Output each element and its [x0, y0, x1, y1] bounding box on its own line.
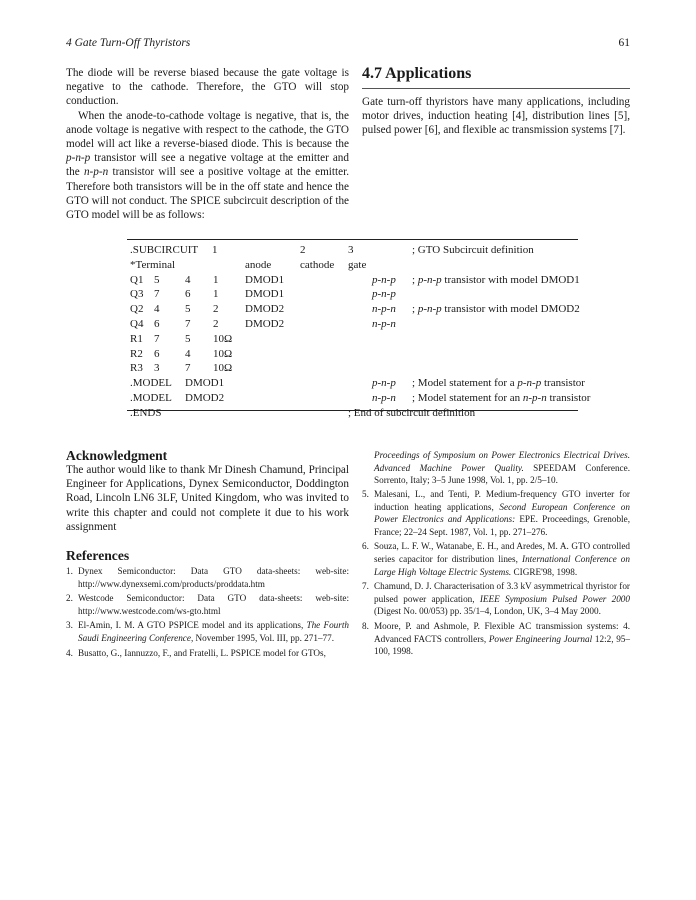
spice-listing: [130, 244, 591, 422]
code-cell: 6: [154, 347, 160, 360]
code-cell: n-p-n: [372, 303, 396, 316]
code-cell: p-n-p: [372, 377, 396, 390]
code-row: [130, 362, 580, 377]
reference-number: 8.: [362, 620, 369, 631]
code-row: [130, 274, 580, 289]
code-cell: 10Ω: [213, 362, 233, 375]
text-run: transistor: [541, 377, 585, 390]
code-row: [130, 348, 580, 363]
reference-item: [66, 619, 349, 644]
reference-item: [66, 592, 349, 617]
reference-text: [374, 581, 630, 616]
code-comment: [412, 274, 580, 286]
code-cell: 7: [185, 362, 191, 375]
text-run: Westcode Semiconductor: Data GTO data-sheets: web-site: http://www.westcode.com/ws-gto.html: [78, 593, 349, 616]
text-run-italic: p-n-p: [517, 377, 542, 390]
reference-item: [362, 488, 630, 538]
code-cell: anode: [245, 258, 272, 271]
code-cell: 3: [348, 244, 354, 256]
section-rule: [362, 88, 630, 89]
text-run: CIGRE'98, 1998.: [511, 566, 578, 577]
running-head: 4 Gate Turn-Off Thyristors: [66, 37, 191, 49]
reference-number: 1.: [66, 566, 73, 576]
reference-number: 5.: [362, 489, 369, 499]
code-cell: 4: [185, 347, 191, 360]
text-run-italic: The Fourth Saudi Engineering Conference,: [78, 620, 349, 643]
text-run-italic: n-p-n: [83, 166, 109, 179]
code-cell: 7: [154, 332, 160, 345]
code-cell: .MODEL: [130, 377, 172, 390]
paragraph: The diode will be reverse biased because the gate voltage is negative to the cathode. Therefore, the GTO will stop conduction.: [66, 67, 349, 108]
code-bottom-rule: [127, 410, 578, 411]
code-cell: 2: [213, 303, 219, 316]
code-cell: 3: [154, 362, 160, 375]
code-cell: Q1: [130, 273, 144, 286]
code-cell: 6: [185, 288, 191, 301]
code-comment: [412, 392, 590, 404]
code-cell: 5: [185, 303, 191, 316]
code-cell: 1: [213, 288, 219, 301]
text-run: Souza, L. F. W., Watanabe, E. H., and Aredes, M. A. GTO controlled series capacitor for distribution lines,: [374, 541, 630, 564]
code-cell: 1: [212, 244, 218, 256]
code-row: [130, 259, 580, 274]
section-heading: 4.7 Applications: [362, 65, 472, 82]
text-run: transistor with model DMOD2: [441, 303, 580, 316]
code-cell: R3: [130, 362, 143, 375]
reference-item: [66, 647, 349, 660]
code-row: [130, 377, 585, 392]
code-row: [130, 244, 580, 259]
text-run: SPEEDAM Conference. Sorrento, Italy; 3–5 June 1998, Vol. 1, pp. 2/5–10.: [374, 462, 630, 486]
code-cell: DMOD1: [245, 288, 285, 301]
code-cell: ; End of subcircuit definition: [348, 406, 476, 419]
reference-text: [374, 541, 630, 576]
text-run-italic: Proceedings of Symposium on Power Electronics Electrical Drives. Advanced Machine Power Quality.: [374, 450, 630, 473]
code-cell: DMOD1: [185, 377, 225, 390]
reference-text: [78, 566, 349, 589]
code-cell: gate: [348, 258, 367, 271]
code-cell: p-n-p: [372, 273, 396, 286]
page-number: 61: [618, 37, 630, 49]
text-run: 12:2, 95–100, 1998.: [374, 633, 630, 657]
code-cell: n-p-n: [372, 317, 396, 330]
reference-number: 6.: [362, 541, 369, 552]
code-cell: n-p-n: [372, 391, 396, 404]
code-cell: 1: [213, 273, 219, 286]
text-run: Malesani, L., and Tenti, P. Medium-frequency GTO inverter for induction heating applications,: [374, 489, 630, 512]
reference-number: 7.: [362, 581, 369, 592]
code-cell: R1: [130, 332, 143, 345]
code-cell: .MODEL: [130, 391, 172, 404]
code-cell: cathode: [300, 258, 335, 271]
code-cell: 2: [213, 317, 219, 330]
reference-text: [78, 593, 349, 616]
code-cell: 10Ω: [213, 332, 233, 345]
code-row: [130, 318, 580, 333]
code-cell: 7: [154, 288, 160, 301]
code-cell: DMOD2: [245, 303, 285, 316]
text-run: transistor: [546, 391, 591, 404]
text-run-italic: Second European Conference on Power Electronics and Applications:: [374, 501, 630, 525]
text-run-italic: IEEE Symposium Pulsed Power 2000: [479, 593, 630, 604]
reference-continuation: [362, 449, 630, 487]
code-cell: 7: [185, 317, 191, 330]
code-cell: 6: [154, 317, 160, 330]
code-row: [130, 391, 591, 407]
left-column-text: [66, 66, 349, 222]
code-top-rule: [127, 239, 578, 240]
code-cell: Q4: [130, 317, 144, 330]
references-heading: References: [66, 548, 130, 563]
reference-item: [362, 540, 630, 578]
code-row: [130, 303, 580, 318]
text-run: El-Amin, I. M. A GTO PSPICE model and its applications,: [78, 620, 307, 631]
text-run: transistor will see a positive voltage at the emitter. Therefore both transistors will be in the off state and hence the GTO will not conduct. The SPICE subcircuit description of the GTO model will be as follows:: [66, 166, 349, 222]
reference-number: 3.: [66, 620, 73, 631]
code-comment: [412, 377, 585, 389]
text-run: Dynex Semiconductor: Data GTO data-sheets: web-site: http://www.dynexsemi.com/products/proddata.htm: [78, 566, 349, 589]
text-run-italic: n-p-n: [522, 391, 547, 404]
code-comment: [412, 303, 580, 315]
text-run-italic: p-n-p: [417, 273, 442, 286]
reference-item: [362, 580, 630, 618]
code-cell: .SUBCIRCUIT: [130, 244, 199, 256]
code-cell: DMOD2: [245, 317, 285, 330]
code-cell: 5: [185, 332, 191, 345]
code-cell: 4: [185, 273, 191, 286]
code-row: [130, 333, 580, 348]
acknowledgment-body: The author would like to thank Mr Dinesh Chamund, Principal Engineer for Applications, Dynex Semiconductor, Doddington Road, Lincoln LN6 3LF, United Kingdom, who was invited to write this chapter and could not complete it due to his work assignment: [66, 464, 349, 533]
section-body: Gate turn-off thyristors have many applications, including motor drives, induction heating [4], distribution lines [5], pulsed power [6], and flexible ac transmission systems [7].: [362, 96, 630, 137]
reference-text: [374, 621, 630, 656]
text-run: transistor will see a negative voltage at the emitter and the: [66, 152, 349, 179]
code-cell: 2: [300, 244, 306, 256]
code-cell: p-n-p: [372, 288, 396, 301]
text-run: ; Model statement for an: [412, 391, 523, 404]
code-cell: ; GTO Subcircuit definition: [412, 244, 534, 256]
code-cell: R2: [130, 347, 143, 360]
text-run-italic: p-n-p: [66, 152, 91, 165]
text-run: November 1995, Vol. III, pp. 271–77.: [193, 632, 335, 643]
references-right: [362, 488, 630, 660]
acknowledgment-heading: Acknowledgment: [66, 448, 168, 463]
text-run: transistor with model DMOD1: [441, 273, 580, 286]
text-run: ; Model statement for a: [412, 377, 518, 390]
code-cell: 5: [154, 273, 160, 286]
text-run: Busatto, G., Iannuzzo, F., and Fratelli, L. PSPICE model for GTOs,: [78, 647, 326, 658]
code-cell: DMOD1: [245, 273, 285, 286]
reference-number: 4.: [66, 647, 73, 658]
reference-item: [66, 565, 349, 590]
text-run-italic: p-n-p: [417, 303, 442, 316]
text-run: Chamund, D. J. Characterisation of 3.3 kV asymmetrical thyristor for pulsed power application,: [374, 581, 630, 604]
paragraph: [66, 109, 349, 223]
code-cell: Q3: [130, 288, 144, 301]
code-row: [130, 407, 580, 422]
code-cell: 4: [154, 303, 160, 316]
code-cell: Q2: [130, 303, 144, 316]
text-run: When the anode-to-cathode voltage is negative, that is, the anode voltage is negative with respect to the cathode, the GTO model will act like a reverse-biased diode. This is because the: [66, 109, 349, 151]
code-cell: DMOD2: [185, 391, 225, 404]
reference-item: [362, 620, 630, 658]
code-row: [130, 288, 580, 303]
text-run: EPE. Proceedings, Grenoble, France; 22–24 Sept. 1987, Vol. 1, pp. 271–276.: [374, 514, 630, 537]
text-run: Moore, P. and Ashmole, P. Flexible AC transmission systems: 4. Advanced FACTS controllers,: [374, 620, 630, 644]
reference-number: 2.: [66, 593, 73, 604]
reference-text: [78, 620, 349, 643]
text-run: (Digest No. 00/053) pp. 35/1–4, London, UK, 3–4 May 2000.: [374, 606, 601, 617]
code-cell: 10Ω: [213, 347, 233, 360]
code-cell: *Terminal: [130, 258, 176, 271]
reference-text: [78, 648, 326, 658]
references-left: [66, 565, 349, 661]
text-run: ;: [412, 303, 418, 316]
code-cell: .ENDS: [130, 406, 162, 419]
reference-text: [374, 489, 630, 537]
text-run-italic: International Conference on Large High Voltage Electric Systems.: [374, 553, 630, 577]
text-run-italic: Power Engineering Journal: [488, 633, 593, 644]
text-run: ;: [412, 273, 418, 286]
